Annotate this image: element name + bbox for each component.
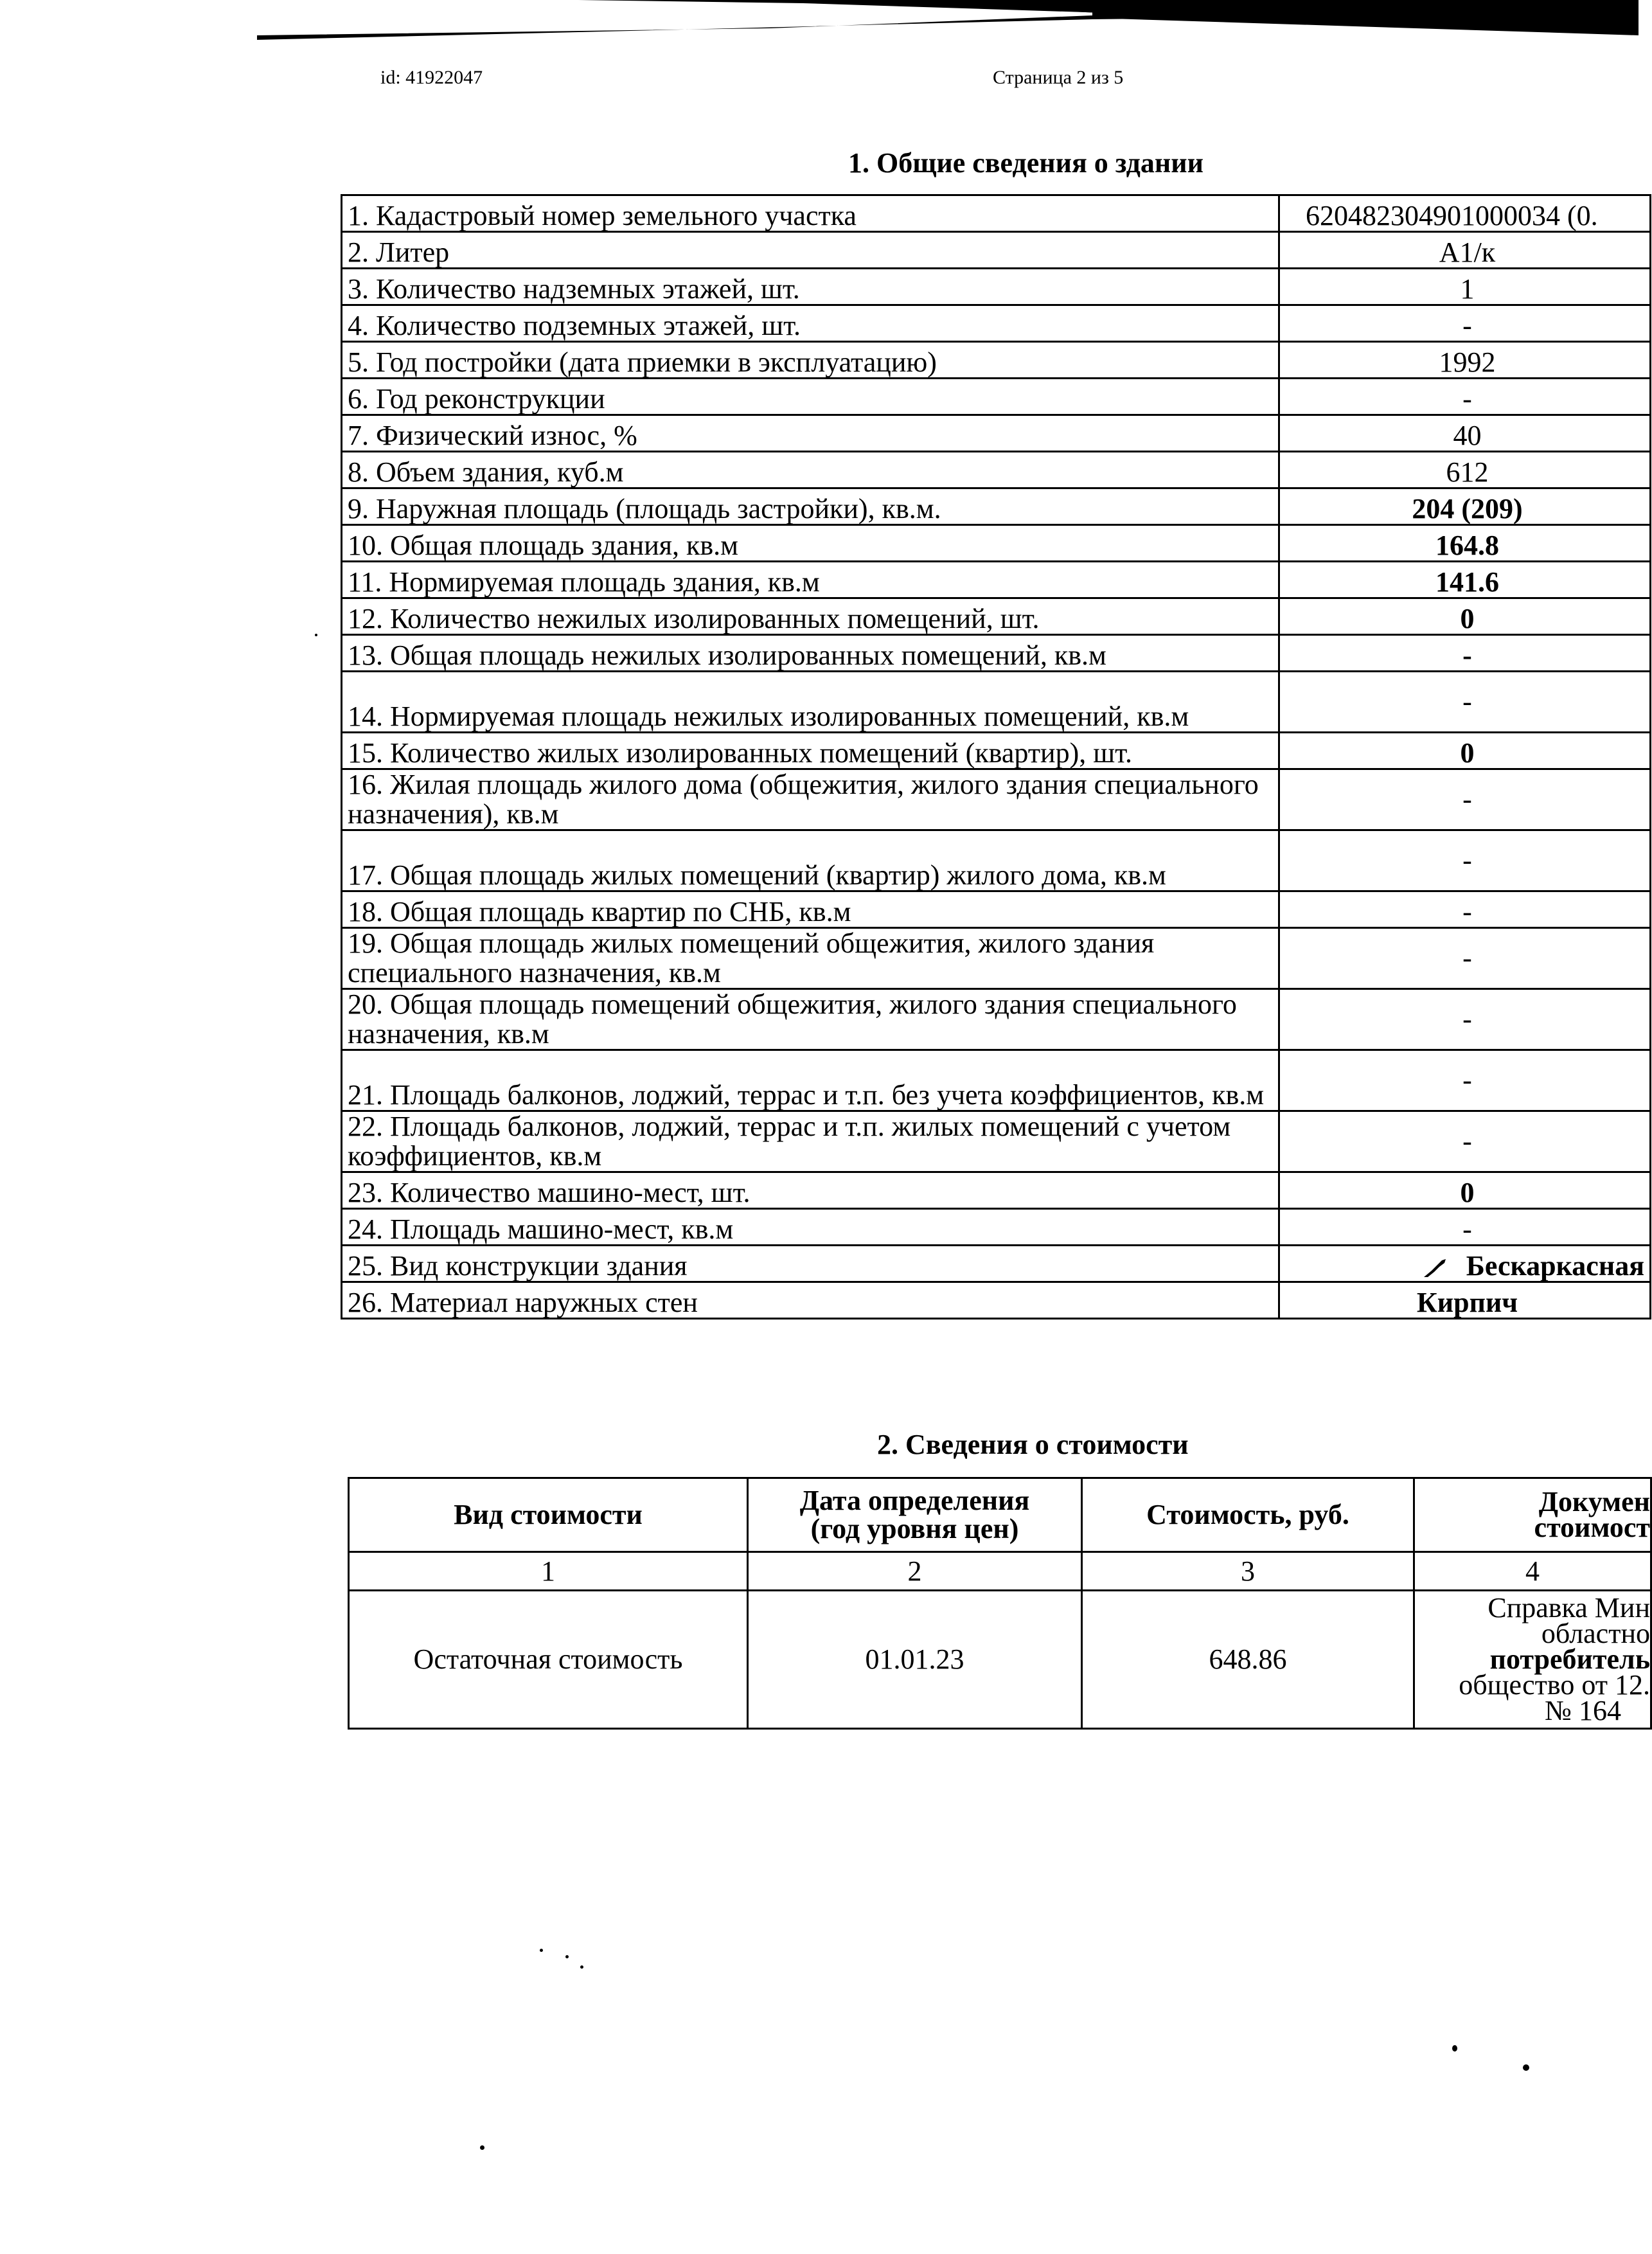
- header-date: [748, 1478, 1082, 1552]
- header-document-line1: Докумен: [1538, 1486, 1650, 1517]
- row-label: 13. Общая площадь нежилых изолированных помещений, кв.м: [342, 635, 1279, 672]
- row-value: -: [1279, 379, 1651, 415]
- row-label: 21. Площадь балконов, лоджий, террас и т.п. без учета коэффициентов, кв.м: [342, 1050, 1279, 1111]
- row-value: -: [1279, 830, 1651, 891]
- row-label: 8. Объем здания, куб.м: [342, 452, 1279, 488]
- row-value: -: [1279, 1111, 1651, 1172]
- row-value: 1: [1279, 269, 1651, 305]
- scan-speck: [1523, 2064, 1529, 2071]
- table-row: [342, 379, 1651, 415]
- document-line: областно: [1541, 1618, 1650, 1649]
- row-value-text: Бескаркасная: [1466, 1250, 1644, 1282]
- row-label: 22. Площадь балконов, лоджий, террас и т.п. жилых помещений с учетом коэффициентов, кв.м: [342, 1111, 1279, 1172]
- row-label: 23. Количество машино-мест, шт.: [342, 1172, 1279, 1209]
- row-label: 2. Литер: [342, 232, 1279, 269]
- date-cell: 01.01.23: [748, 1591, 1082, 1729]
- table-row: [342, 928, 1651, 989]
- row-value: 164.8: [1279, 525, 1651, 562]
- table-row: [342, 269, 1651, 305]
- scan-artifact-band: [0, 0, 1639, 45]
- document-line: общество от 12.: [1459, 1669, 1650, 1701]
- section-2-title: 2. Сведения о стоимости: [877, 1429, 1189, 1460]
- row-label: 14. Нормируемая площадь нежилых изолированных помещений, кв.м: [342, 672, 1279, 733]
- header-cost-type: Вид стоимости: [349, 1478, 748, 1552]
- table-row: [342, 598, 1651, 635]
- table-row: [342, 305, 1651, 342]
- header-cost: Стоимость, руб.: [1082, 1478, 1414, 1552]
- row-label: 25. Вид конструкции здания: [342, 1246, 1279, 1282]
- row-label: 24. Площадь машино-мест, кв.м: [342, 1209, 1279, 1246]
- scan-speck: [480, 2145, 484, 2150]
- scan-speck: [540, 1949, 543, 1952]
- row-value: 1992: [1279, 342, 1651, 379]
- row-label: 17. Общая площадь жилых помещений (квартир) жилого дома, кв.м: [342, 830, 1279, 891]
- row-label: 5. Год постройки (дата приемки в эксплуатацию): [342, 342, 1279, 379]
- table-row: [342, 342, 1651, 379]
- row-label: 7. Физический износ, %: [342, 415, 1279, 452]
- row-label: 9. Наружная площадь (площадь застройки), кв.м.: [342, 488, 1279, 525]
- scan-speck: [1452, 2045, 1457, 2052]
- row-label: 11. Нормируемая площадь здания, кв.м: [342, 562, 1279, 598]
- row-value: -: [1279, 1050, 1651, 1111]
- cost-cell: 648.86: [1082, 1591, 1414, 1729]
- row-value: 40: [1279, 415, 1651, 452]
- table-row: [342, 1050, 1651, 1111]
- table-row: [342, 562, 1651, 598]
- row-value: -: [1279, 672, 1651, 733]
- table-row: [342, 635, 1651, 672]
- cost-info-table: [348, 1477, 1652, 1730]
- table-row: [342, 1172, 1651, 1209]
- header-document-line2: стоимост: [1534, 1512, 1650, 1543]
- row-label: 20. Общая площадь помещений общежития, жилого здания специального назначения, кв.м: [342, 989, 1279, 1050]
- row-label: 10. Общая площадь здания, кв.м: [342, 525, 1279, 562]
- row-value: 620482304901000034 (0.: [1279, 195, 1651, 232]
- row-value: 0: [1279, 598, 1651, 635]
- row-label: 12. Количество нежилых изолированных помещений, шт.: [342, 598, 1279, 635]
- table-row: [342, 1246, 1651, 1282]
- section-1-title: 1. Общие сведения о здании: [848, 147, 1203, 179]
- scan-speck: [565, 1955, 569, 1958]
- column-number: 4: [1414, 1552, 1651, 1591]
- row-value: 204 (209): [1279, 488, 1651, 525]
- table-header-row: [349, 1478, 1651, 1552]
- row-value: -: [1279, 989, 1651, 1050]
- row-value: -: [1279, 1209, 1651, 1246]
- document-id: id: 41922047: [380, 67, 483, 88]
- row-label: 26. Материал наружных стен: [342, 1282, 1279, 1319]
- row-value: -: [1279, 635, 1651, 672]
- document-line: № 164: [1545, 1695, 1621, 1726]
- document-cell: [1414, 1591, 1651, 1729]
- scan-speck: [315, 634, 317, 636]
- column-number: 3: [1082, 1552, 1414, 1591]
- row-label: 1. Кадастровый номер земельного участка: [342, 195, 1279, 232]
- row-value: -: [1279, 928, 1651, 989]
- row-value: -: [1279, 769, 1651, 830]
- document-line: Справка Мин: [1488, 1592, 1650, 1623]
- table-row: [342, 488, 1651, 525]
- row-label: 16. Жилая площадь жилого дома (общежития, жилого здания специального назначения), кв.м: [342, 769, 1279, 830]
- column-number: 1: [349, 1552, 748, 1591]
- column-number-row: [349, 1552, 1651, 1591]
- table-row: [342, 769, 1651, 830]
- header-date-line1: Дата определения: [799, 1485, 1030, 1516]
- row-label: 3. Количество надземных этажей, шт.: [342, 269, 1279, 305]
- table-row: [342, 989, 1651, 1050]
- building-info-table: [341, 194, 1651, 1319]
- table-row: [349, 1591, 1651, 1729]
- row-label: 6. Год реконструкции: [342, 379, 1279, 415]
- table-row: [342, 1209, 1651, 1246]
- row-label: 19. Общая площадь жилых помещений общежития, жилого здания специального назначения, кв.м: [342, 928, 1279, 989]
- table-row: [342, 1111, 1651, 1172]
- row-value: 612: [1279, 452, 1651, 488]
- ink-mark-icon: [1423, 1258, 1448, 1280]
- scan-speck: [580, 1965, 583, 1969]
- row-value: 0: [1279, 1172, 1651, 1209]
- header-document: [1414, 1478, 1651, 1552]
- row-label: 15. Количество жилых изолированных помещений (квартир), шт.: [342, 733, 1279, 769]
- row-value: 141.6: [1279, 562, 1651, 598]
- table-row: [342, 232, 1651, 269]
- column-number: 2: [748, 1552, 1082, 1591]
- table-row: [342, 830, 1651, 891]
- row-label: 4. Количество подземных этажей, шт.: [342, 305, 1279, 342]
- table-row: [342, 733, 1651, 769]
- row-label: 18. Общая площадь квартир по СНБ, кв.м: [342, 891, 1279, 928]
- row-value: -: [1279, 891, 1651, 928]
- table-row: [342, 1282, 1651, 1319]
- row-value: 0: [1279, 733, 1651, 769]
- header-date-line2: (год уровня цен): [810, 1513, 1019, 1544]
- row-value: [1279, 1246, 1651, 1282]
- table-row: [342, 525, 1651, 562]
- table-row: [342, 195, 1651, 232]
- row-value: Кирпич: [1279, 1282, 1651, 1319]
- page-number: Страница 2 из 5: [993, 67, 1124, 88]
- table-row: [342, 672, 1651, 733]
- table-row: [342, 891, 1651, 928]
- cost-type-cell: Остаточная стоимость: [349, 1591, 748, 1729]
- row-value: -: [1279, 305, 1651, 342]
- row-value: А1/к: [1279, 232, 1651, 269]
- table-row: [342, 452, 1651, 488]
- document-line: потребитель: [1489, 1643, 1650, 1675]
- table-row: [342, 415, 1651, 452]
